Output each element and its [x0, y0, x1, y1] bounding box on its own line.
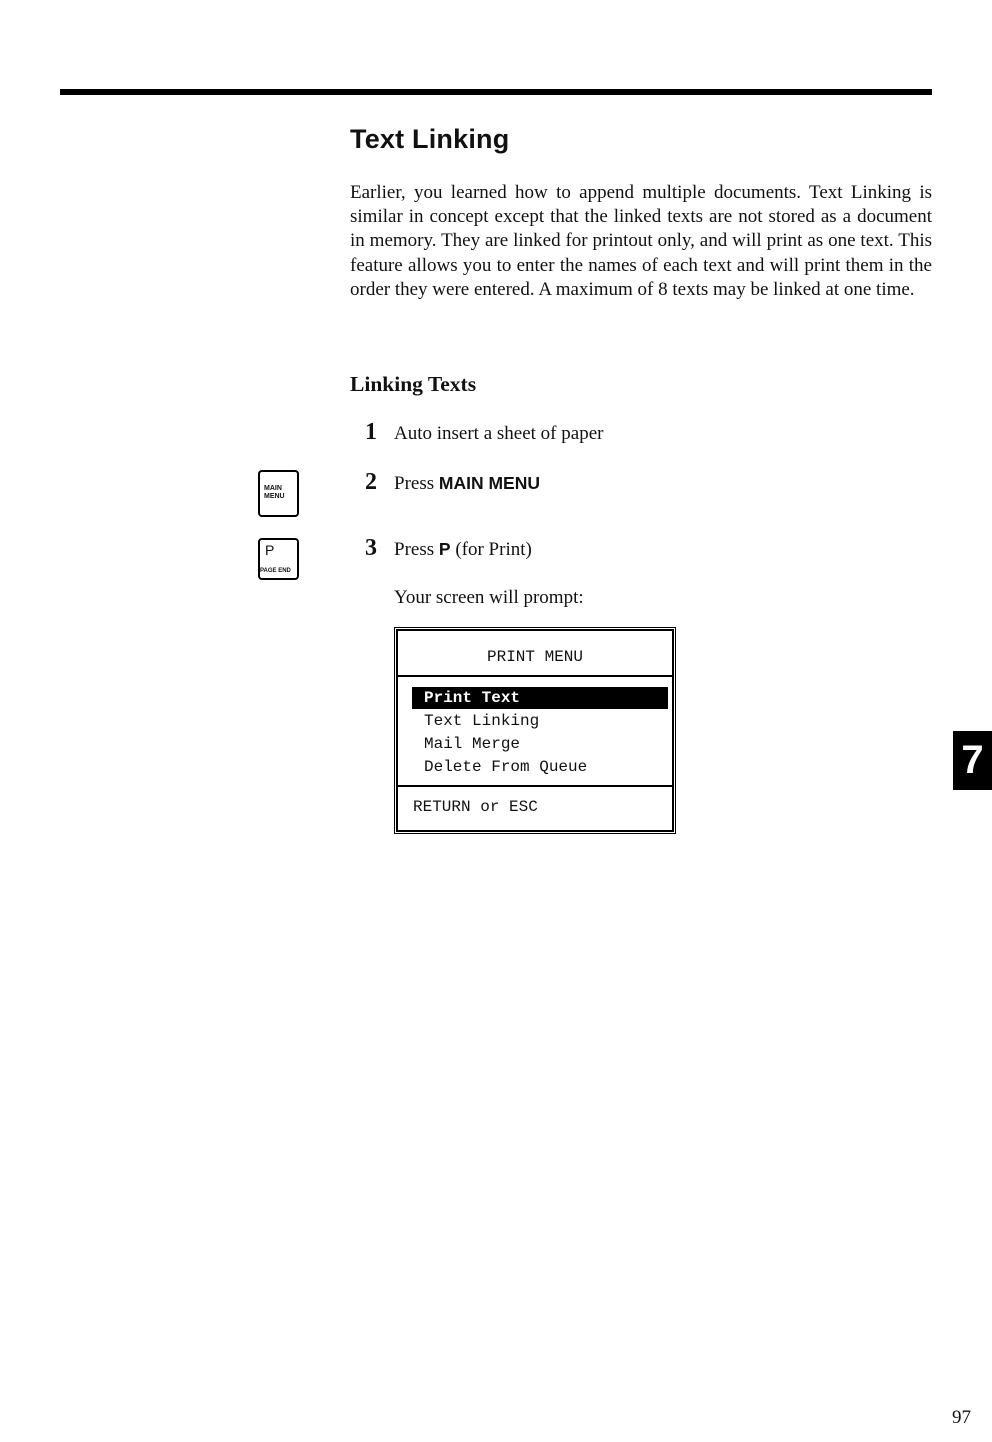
- step-number: 1: [365, 419, 377, 445]
- page-number: 97: [952, 1407, 971, 1428]
- prompt-text: Your screen will prompt:: [394, 587, 584, 608]
- screen-footer: RETURN or ESC: [413, 798, 538, 816]
- step-number: 2: [365, 469, 377, 495]
- key-label: MENU: [264, 493, 285, 500]
- step-text: Press: [394, 539, 439, 560]
- step-2: [365, 469, 540, 496]
- subsection-title: Linking Texts: [350, 372, 477, 396]
- step-1: [365, 419, 603, 446]
- intro-paragraph: Earlier, you learned how to append multiple documents. Text Linking is similar in concept except that the linked texts are not stored as a document in memory. They are linked for printout only, and will print as one text. This feature allows you to enter the names of each text and will print them in the order they were entered. A maximum of 8 texts may be linked at one time.: [350, 182, 932, 300]
- p-key-icon: [258, 538, 299, 580]
- key-name: MAIN MENU: [438, 473, 540, 493]
- step-text: Press: [394, 473, 439, 494]
- section-title: Text Linking: [350, 124, 510, 154]
- key-label: P: [265, 542, 275, 558]
- menu-item-text-linking[interactable]: Text Linking: [424, 712, 540, 730]
- step-text: Auto insert a sheet of paper: [394, 423, 604, 444]
- key-label: MAIN: [264, 485, 282, 492]
- key-name: P: [438, 539, 451, 559]
- chapter-tab: 7: [953, 731, 992, 790]
- step-3: [365, 535, 532, 562]
- top-rule: [60, 89, 932, 95]
- print-menu-screen: [396, 629, 674, 832]
- screen-title: PRINT MENU: [398, 631, 672, 677]
- menu-item-mail-merge[interactable]: Mail Merge: [424, 735, 521, 753]
- main-menu-key-icon: [258, 470, 299, 517]
- menu-item-print-text[interactable]: Print Text: [412, 687, 668, 709]
- key-sublabel: PAGE END: [260, 568, 291, 574]
- menu-item-delete-from-queue[interactable]: Delete From Queue: [424, 758, 588, 776]
- step-number: 3: [365, 535, 377, 561]
- screen-divider: [398, 785, 672, 787]
- step-suffix: (for Print): [450, 539, 532, 560]
